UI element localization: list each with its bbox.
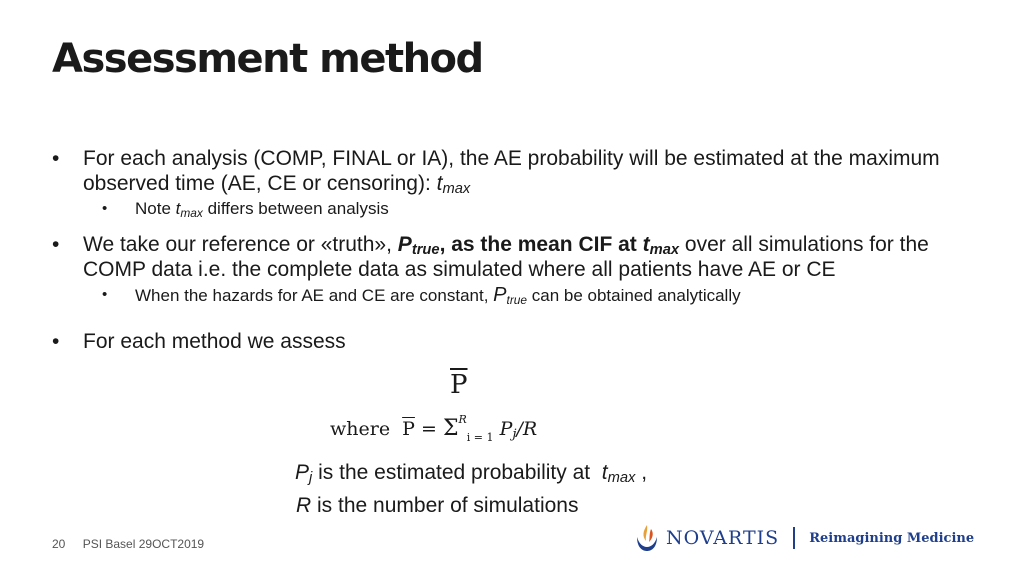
bullet-assess [52,329,992,354]
slide-title: Assessment method [52,36,483,82]
brand-divider [793,527,795,549]
bullet-reference [52,232,992,282]
formula-term: P [499,418,513,440]
formula-equals: = [420,418,437,440]
var-p-true-sub: true [506,293,528,307]
bullet-list [52,146,992,354]
desc-estimated-text: is the estimated probability at [318,461,591,484]
formula-term-sub: j [512,427,517,442]
novartis-logo-text: NOVARTIS [666,527,780,549]
formula-sum: Σ [442,416,459,441]
bullet-analysis [52,146,992,196]
footer-event: PSI Basel 29OCT2019 [82,537,205,551]
subbullet-note-pre: Note [135,199,171,218]
subbullet-hazards-pre: When the hazards for AE and CE are constant, [135,286,489,305]
formula-sum-upper: R [458,413,467,426]
footer [52,537,204,551]
bullet-dot: • [52,147,60,170]
formula-sum-lower: i = 1 [466,431,494,444]
desc-t: t [601,461,608,484]
brand-tagline: Reimagining Medicine [809,530,975,546]
formula-where: where [330,418,391,440]
desc-simulations-text: is the number of simulations [317,494,579,517]
subbullet-dot: • [102,200,108,217]
desc-t-sub: max [607,470,636,486]
bullet-dot: • [52,330,60,353]
novartis-flame-icon [634,523,660,553]
var-p-true: P [493,284,507,306]
bullet-reference-bold: , as the mean CIF at [439,233,637,256]
var-t: t [175,199,181,218]
desc-pj-sub: j [309,470,313,486]
bullet-dot: • [52,233,60,256]
desc-r: R [296,494,312,517]
desc-pj: P [295,461,310,484]
var-t-sub: max [442,181,471,197]
pbar-letter: $\overline{P}$ [450,370,468,400]
desc-comma: , [641,461,648,484]
var-t: t [436,172,443,195]
var-t-sub: max [649,242,680,258]
subbullet-hazards [52,284,992,307]
var-p-true-sub: true [411,242,440,258]
subbullet-hazards-post: can be obtained analytically [531,286,741,305]
var-t-sub: max [180,206,203,220]
formula-lhs: $\overline{P}$ [402,418,415,440]
bullet-analysis-text: For each analysis (COMP, FINAL or IA), the AE probability will be estimated at the maximum observed time (AE, CE or censoring): [83,147,940,195]
desc-estimated [295,461,647,485]
bullet-reference-post: over all simulations for the COMP data i.e. the complete data as simulated where all patients have AE or CE [83,233,929,281]
var-t: t [642,233,650,256]
formula-divide: /R [516,418,538,440]
formula-area [295,360,720,525]
formula-mean [330,413,538,444]
bullet-assess-text: For each method we assess [83,330,346,353]
bullet-reference-pre: We take our reference or «truth», [83,233,392,256]
subbullet-note [52,198,992,220]
subbullet-dot: • [102,286,108,303]
novartis-brand [634,521,974,555]
page-number: 20 [52,537,66,551]
subbullet-note-post: differs between analysis [207,199,389,218]
pbar-symbol [450,370,468,400]
var-p-true: P [397,233,412,256]
desc-simulations [296,494,578,518]
